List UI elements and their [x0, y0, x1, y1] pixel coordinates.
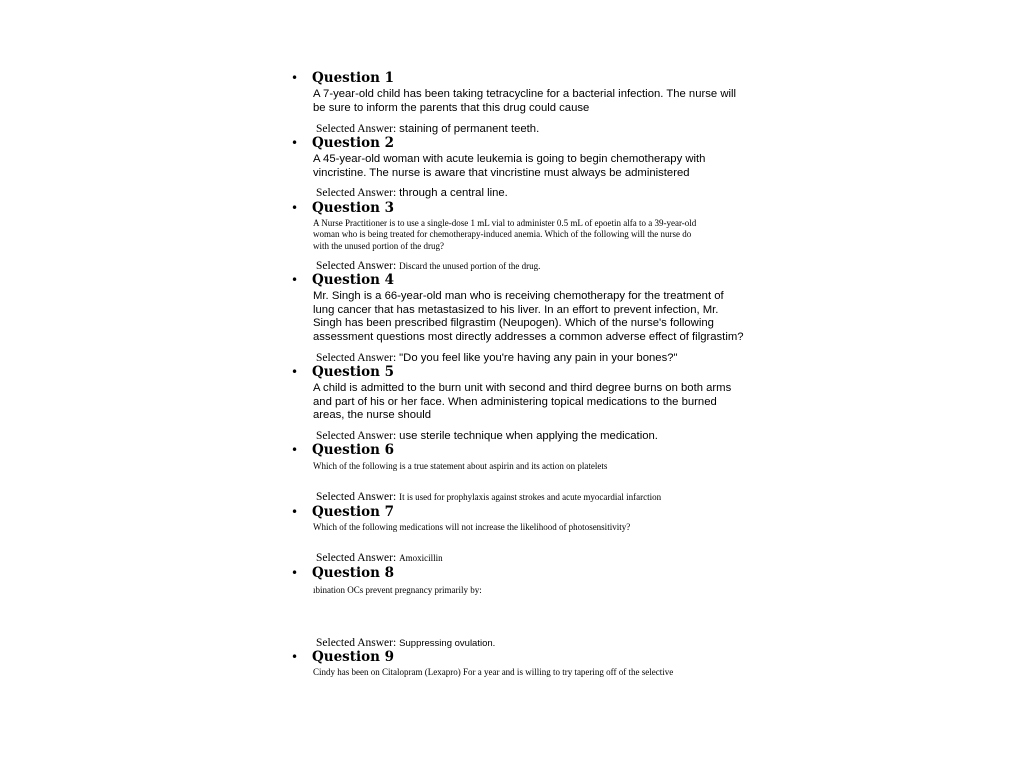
question-text-line: A 7-year-old child has been taking tetracycline for a bacterial infection. The nurse will [313, 88, 737, 100]
question-text [313, 667, 773, 678]
document-page [265, 0, 785, 768]
selected-answer-label: Selected Answer: [316, 491, 397, 503]
question-text-line: Cindy has been on Citalopram (Lexapro) For a year and is willing to try tapering off of the selective [313, 667, 674, 677]
selected-answer-value: Suppressing ovulation. [399, 638, 496, 649]
selected-answer-label: Selected Answer: [316, 260, 397, 272]
question-text-line: Which of the following is a true statement about aspirin and its action on platelets [313, 461, 608, 471]
question-list [265, 0, 785, 768]
question-text [313, 88, 773, 115]
question-text-line: areas, the nurse should [313, 409, 432, 422]
question-text-line: Singh has been prescribed filgrastim (Neupogen). Which of the nurse's following [313, 317, 714, 330]
question-title: Question 2 [312, 135, 395, 151]
bullet-icon: • [291, 365, 299, 379]
selected-answer-label: Selected Answer: [316, 187, 397, 199]
question-text-line: woman who is being treated for chemotherapy-induced anemia. Which of the following will the nurse do [313, 229, 692, 240]
selected-answer-value: through a central line. [399, 187, 508, 199]
question-text-line: Which of the following medications will not increase the likelihood of photosensitivity? [313, 522, 631, 532]
question-text-line: and part of his or her face. When administering topical medications to the burned [313, 395, 717, 408]
selected-answer-value: use sterile technique when applying the medication. [399, 430, 658, 442]
bullet-icon: • [291, 136, 299, 150]
question-text-line: A child is admitted to the burn unit with second and third degree burns on both arms [313, 382, 732, 394]
question-text [313, 382, 773, 423]
selected-answer-label: Selected Answer: [316, 352, 397, 364]
bullet-icon: • [291, 566, 299, 580]
question-title: Question 3 [312, 200, 395, 216]
question-text [313, 461, 773, 472]
question-text [313, 218, 773, 252]
question-text-line: lung cancer that has metastasized to his liver. In an effort to prevent infection, Mr. [313, 303, 719, 316]
question-text-line: vincristine. The nurse is aware that vincristine must always be administered [313, 166, 690, 179]
bullet-icon: • [291, 650, 299, 664]
question-text-line: be sure to inform the parents that this drug could cause [313, 101, 590, 114]
question-text-line: with the unused portion of the drug? [313, 240, 444, 251]
selected-answer-value: "Do you feel like you're having any pain in your bones?" [399, 352, 678, 364]
bullet-icon: • [291, 201, 299, 215]
bullet-icon: • [291, 71, 299, 85]
bullet-icon: • [291, 273, 299, 287]
selected-answer-value: Discard the unused portion of the drug. [399, 261, 541, 271]
question-text-line: Mr. Singh is a 66-year-old man who is receiving chemotherapy for the treatment of [313, 290, 724, 302]
question-text [313, 290, 773, 344]
question-title: Question 4 [312, 272, 395, 288]
question-title: Question 5 [312, 364, 395, 380]
selected-answer-value: Amoxicillin [399, 553, 443, 563]
question-text [313, 522, 773, 533]
question-title: Question 8 [312, 565, 395, 581]
bullet-icon: • [291, 443, 299, 457]
question-text-line: assessment questions most directly addresses a common adverse effect of filgrastim? [313, 330, 744, 343]
question-text-line: A 45-year-old woman with acute leukemia is going to begin chemotherapy with [313, 153, 706, 165]
selected-answer-label: Selected Answer: [316, 123, 397, 135]
question-text [313, 585, 773, 596]
selected-answer [316, 548, 443, 566]
selected-answer-value: staining of permanent teeth. [399, 123, 540, 135]
bullet-icon: • [291, 505, 299, 519]
question-text [313, 153, 773, 180]
question-title: Question 6 [312, 442, 395, 458]
selected-answer [316, 487, 661, 505]
selected-answer-label: Selected Answer: [316, 637, 397, 649]
question-title: Question 1 [312, 70, 395, 86]
selected-answer [316, 183, 508, 201]
question-text-line: A Nurse Practitioner is to use a single-dose 1 mL vial to administer 0.5 mL of epoetin alfa to a 39-year-old [313, 218, 697, 228]
selected-answer-label: Selected Answer: [316, 430, 397, 442]
question-title: Question 7 [312, 504, 395, 520]
question-title: Question 9 [312, 649, 395, 665]
question-text-line: ıbination OCs prevent pregnancy primarily by: [313, 585, 482, 595]
selected-answer-label: Selected Answer: [316, 552, 397, 564]
selected-answer-value: It is used for prophylaxis against strokes and acute myocardial infarction [399, 492, 662, 502]
